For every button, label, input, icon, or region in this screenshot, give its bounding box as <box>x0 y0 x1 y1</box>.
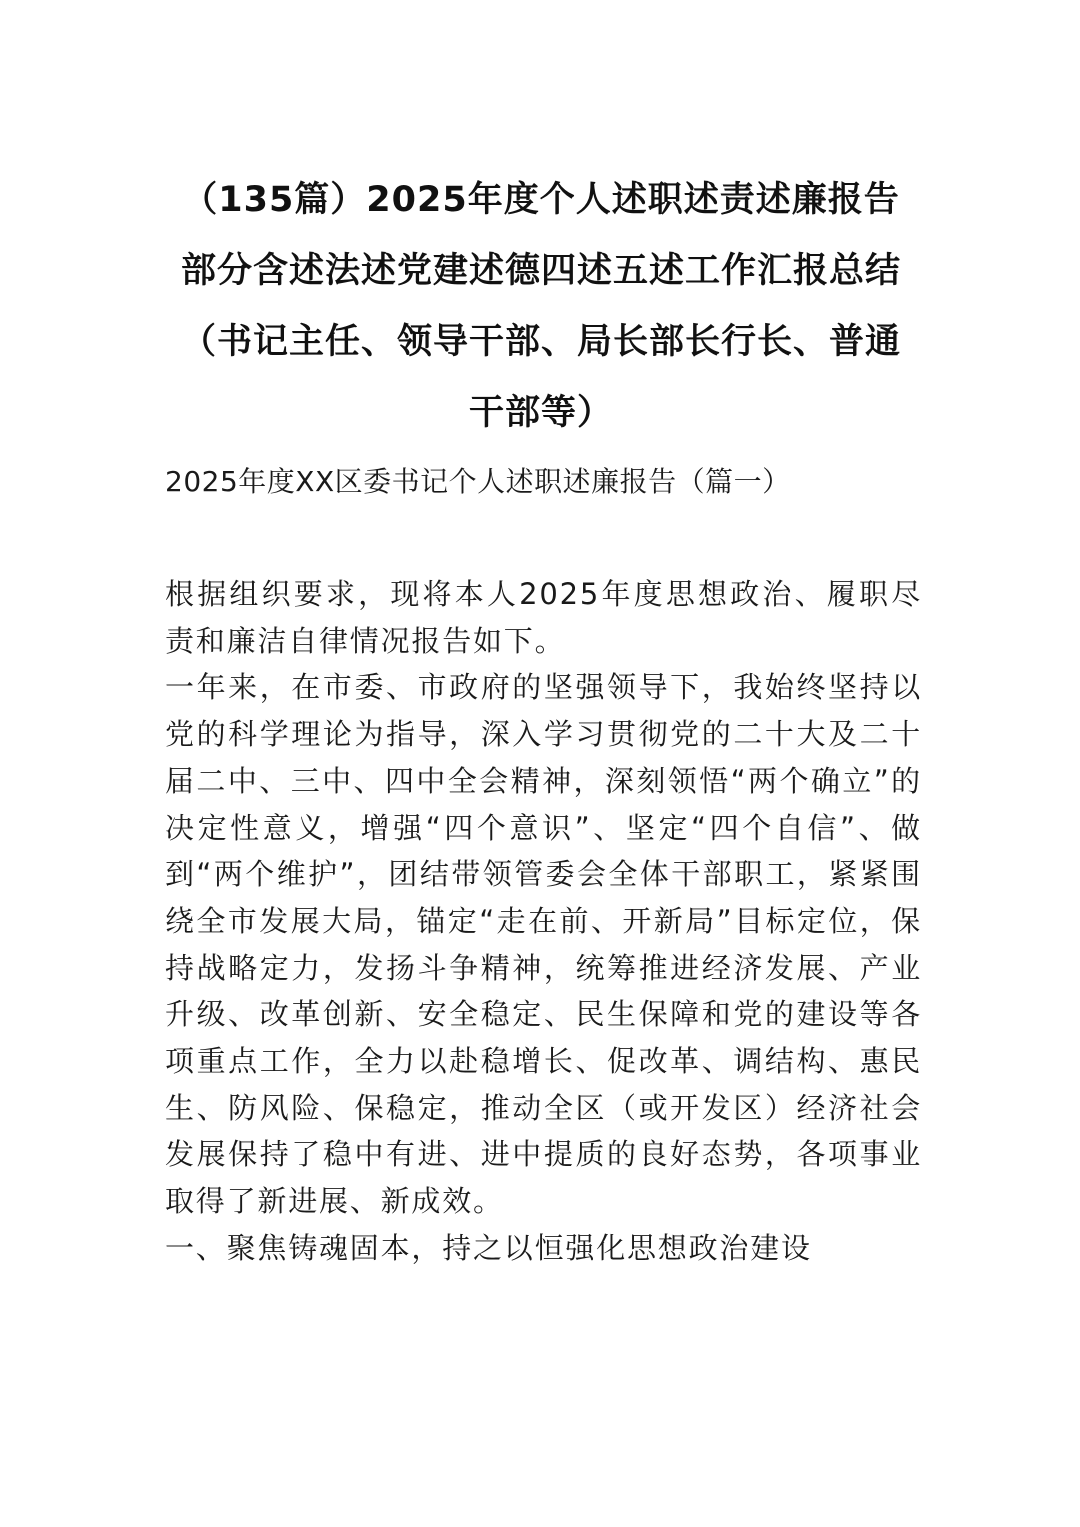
paragraph-intro: 根据组织要求，现将本人2025年度思想政治、履职尽责和廉洁自律情况报告如下。 <box>165 577 922 658</box>
document-subtitle: 2025年度XX区委书记个人述职述廉报告（篇一） <box>165 465 791 498</box>
document-body <box>165 571 922 1272</box>
document-title: （135篇）2025年度个人述职述责述廉报告部分含述法述党建述德四述五述工作汇报总结（书记主任、领导干部、局长部长行长、普通干部等） <box>180 180 901 433</box>
section-heading: 一、聚焦铸魂固本，持之以恒强化思想政治建设 <box>165 1230 812 1265</box>
paragraph-summary: 一年来，在市委、市政府的坚强领导下，我始终坚持以党的科学理论为指导，深入学习贯彻党的二十大及二十届二中、三中、四中全会精神，深刻领悟“两个确立”的决定性意义，增强“四个意识”、坚定“四个自信”、做到“两个维护”，团结带领管委会全体干部职工，紧紧围绕全市发展大局，锚定“走在前、开新局”目标定位，保持战略定力，发扬斗争精神，统筹推进经济发展、产业升级、改革创新、安全稳定、民生保障和党的建设等各项重点工作，全力以赴稳增长、促改革、调结构、惠民生、防风险、保稳定，推动全区（或开发区）经济社会发展保持了稳中有进、进中提质的良好态势，各项事业取得了新进展、新成效。 <box>165 670 922 1219</box>
